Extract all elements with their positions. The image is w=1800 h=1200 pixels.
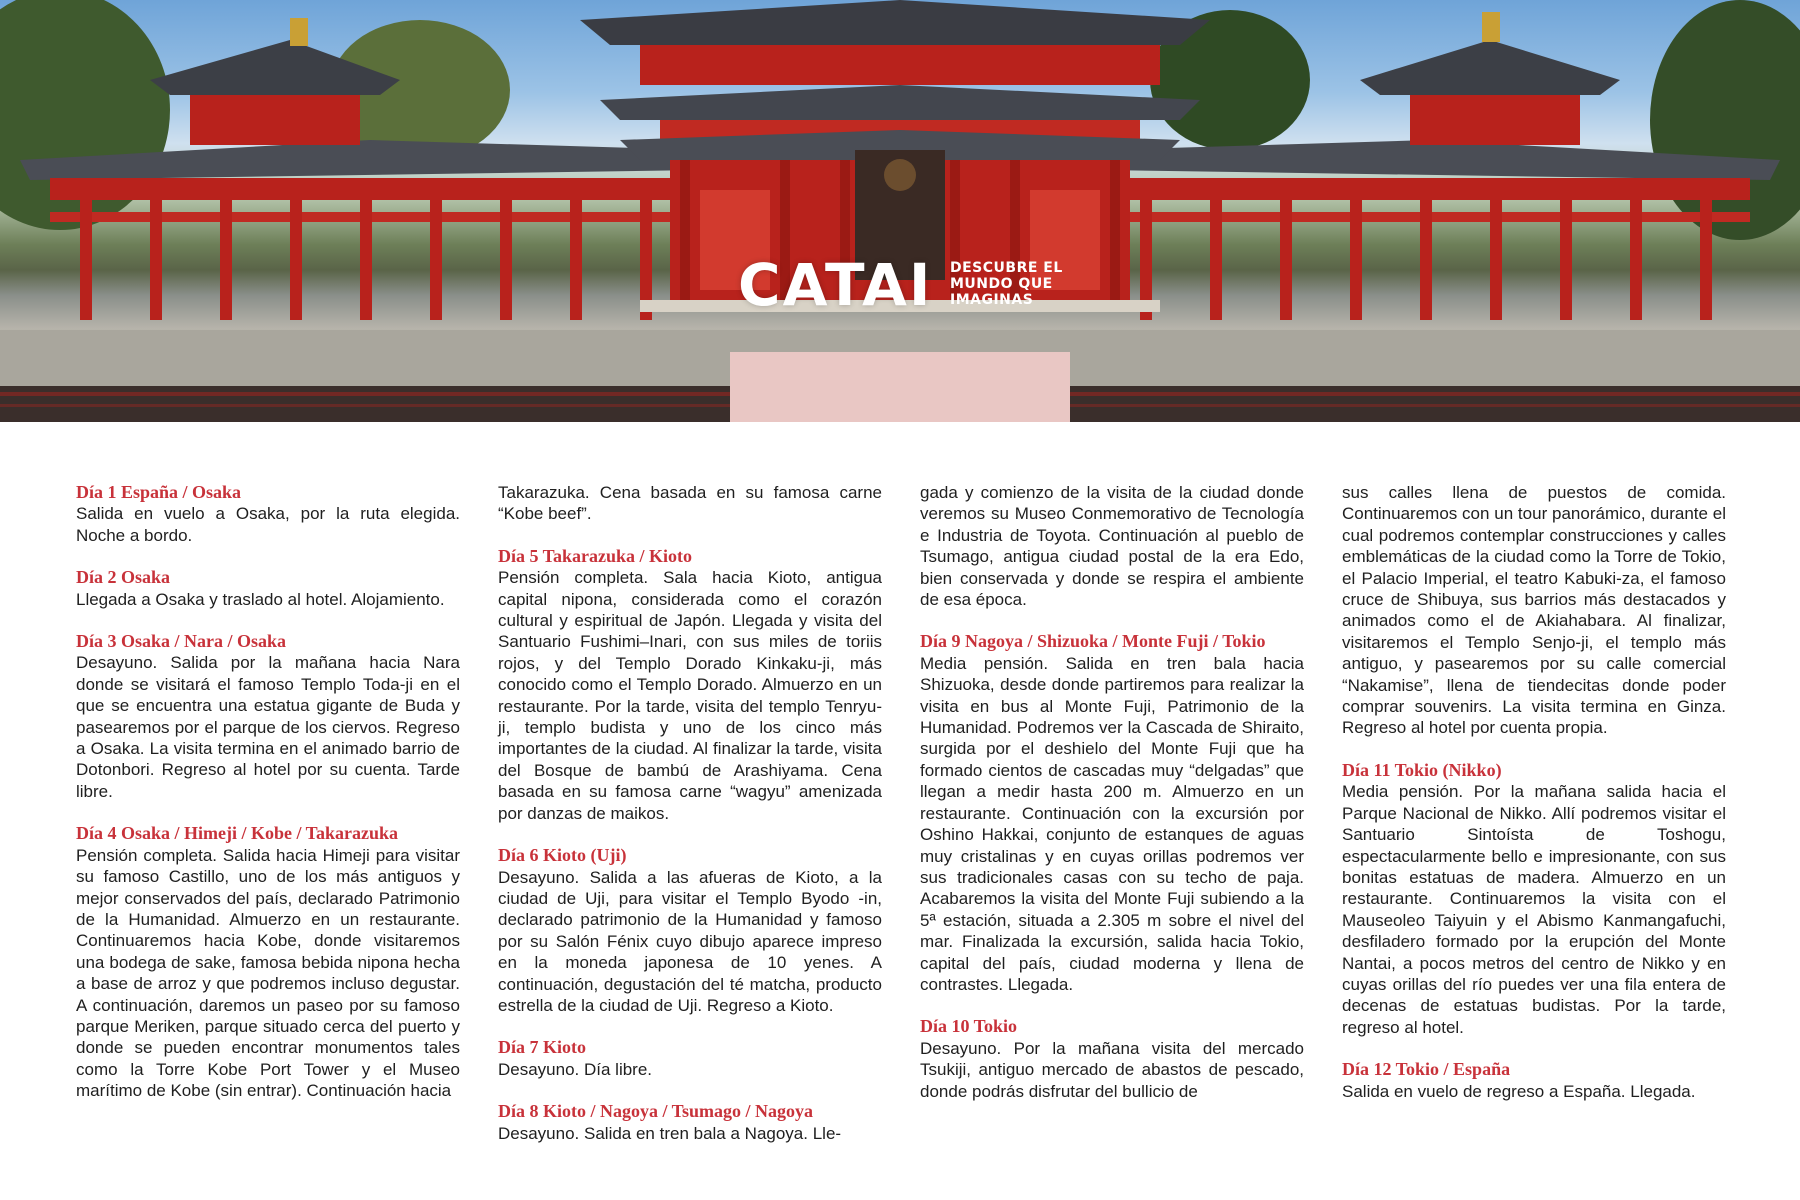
- decorative-pink-block: [730, 352, 1070, 422]
- day-title: Día 8 Kioto / Nagoya / Tsumago / Nagoya: [498, 1101, 814, 1122]
- day-title: Día 7 Kioto: [498, 1037, 586, 1058]
- day-description: Salida en vuelo de regreso a España. Llegada.: [1342, 1081, 1696, 1101]
- itinerary-columns: [76, 482, 1726, 1162]
- day-title: Día 9 Nagoya / Shizuoka / Monte Fuji / Tokio: [920, 631, 1266, 652]
- itinerary-day: [76, 567, 460, 610]
- itinerary-day: [498, 845, 882, 1016]
- logo-tagline: [950, 260, 1090, 308]
- day-description: Desayuno. Salida a las afueras de Kioto, a la ciudad de Uji, para visitar el Templo Byodo -in, declarado patrimonio de la Humanidad y famoso por su Salón Fénix cuyo dibujo aparece impreso en la moneda japonesa de 10 yenes. A continuación, degustación del té matcha, producto estrella de la ciudad de Uji. Regreso a Kioto.: [498, 867, 882, 1015]
- itinerary-day: [76, 823, 460, 1101]
- day-description: Desayuno. Salida por la mañana hacia Nara donde se visitará el famoso Templo Toda-ji en el que se encuentra una estatua gigante de Buda y pasearemos por el parque de los ciervos. Regreso a Osaka. La visita termina en el animado barrio de Dotonbori. Regreso al hotel por su cuenta. Tarde libre.: [76, 653, 460, 801]
- itinerary-day: [498, 1037, 882, 1080]
- day-description: Pensión completa. Sala hacia Kioto, antigua capital nipona, considerada como el corazón cultural y espiritual de Japón. Llegada y visita del Santuario Fushimi–Inari, con sus miles de toriis rojos, y del Templo Dorado Kinkaku-ji, más conocido como el Templo Dorado. Almuerzo en un restaurante. Por la tarde, visita del templo Tenryu-ji, templo budista y uno de los cinco más importantes de la ciudad. Al finalizar la tarde, visita del Bosque de bambú de Arashiyama. Cena basada en su famosa carne “wagyu” amenizada por danzas de maikos.: [498, 568, 882, 823]
- hero-photo: [0, 0, 1800, 422]
- day-title: Día 12 Tokio / España: [1342, 1059, 1511, 1080]
- day-description: Pensión completa. Salida hacia Himeji para visitar su famoso Castillo, uno de los más antiguos y mejor conservados del país, declarado Patrimonio de la Humanidad. Almuerzo en un restaurante. Continuaremos hacia Kobe, donde visitaremos una bodega de sake, famosa bebida nipona hecha a base de arroz y que podremos incluso degustar. A continuación, daremos un paseo por su famoso parque Meriken, parque situado cerca del puerto y donde se pueden encontrar monumentos tales como la Torre Kobe Port Tower y el Museo marítimo de Kobe (sin entrar). Continuación hacia: [76, 845, 460, 1101]
- itinerary-day: [920, 631, 1304, 995]
- itinerary-day: [1342, 1059, 1726, 1102]
- day-description: Takarazuka. Cena basada en su famosa carne “Kobe beef”.: [498, 483, 882, 524]
- day-description: sus calles llena de puestos de comida. Continuaremos con un tour panorámico, durante el cual podremos contemplar construcciones y calles emblemáticas de la ciudad como la Torre de Tokio, el Palacio Imperial, el teatro Kabuki-za, el famoso cruce de Shibuya, sus barrios más destacados y animados como el de Akiahabara. Al finalizar, visitaremos el Templo Senjo-ji, el templo más antiguo, y pasearemos por su calle comercial “Nakamise”, llena de tiendecitas donde poder comprar souvenirs. La visita termina en Ginza. Regreso al hotel por cuenta propia.: [1342, 483, 1726, 738]
- day-title: Día 3 Osaka / Nara / Osaka: [76, 631, 287, 652]
- itinerary-column-1: [76, 482, 460, 1102]
- tagline-line: DESCUBRE EL: [950, 260, 1063, 276]
- day-description: Salida en vuelo a Osaka, por la ruta elegida. Noche a bordo.: [76, 504, 460, 545]
- day-description: Llegada a Osaka y traslado al hotel. Alojamiento.: [76, 589, 445, 609]
- itinerary-day: [920, 1016, 1304, 1102]
- day-description: Desayuno. Por la mañana visita del mercado Tsukiji, antiguo mercado de abastos de pescado, donde podrás disfrutar del bullicio de: [920, 1038, 1304, 1101]
- day-title: Día 6 Kioto (Uji): [498, 845, 627, 866]
- itinerary-day: [76, 631, 460, 802]
- itinerary-column-3: [920, 482, 1304, 1102]
- itinerary-day-continued: [498, 482, 882, 525]
- itinerary-day-continued: [1342, 482, 1726, 739]
- day-description: Media pensión. Salida en tren bala hacia Shizuoka, desde donde partiremos para realizar la visita en bus al Monte Fuji, Patrimonio de la Humanidad. Podremos ver la Cascada de Shiraito, surgida por el deshielo del Monte Fuji que ha formado cientos de cascadas muy “delgadas” que llegan a medir hasta 200 m. Almuerzo en un restaurante. Continuación con la excursión por Oshino Hakkai, conjunto de estanques de aguas muy cristalinas y en cuyas orillas podremos ver sus tradicionales casas con su techo de paja. Acabaremos la visita del Monte Fuji subiendo a la 5ª estación, situada a 2.305 m sobre el nivel del mar. Finalizada la excursión, salida hacia Tokio, capital del país, ciudad moderna y llena de contrastes. Llegada.: [920, 653, 1304, 994]
- day-title: Día 2 Osaka: [76, 567, 171, 588]
- tagline-line: IMAGINAS: [950, 292, 1034, 308]
- day-title: Día 10 Tokio: [920, 1016, 1018, 1037]
- day-title: Día 4 Osaka / Himeji / Kobe / Takarazuka: [76, 823, 399, 844]
- day-title: Día 5 Takarazuka / Kioto: [498, 545, 693, 566]
- day-title: Día 1 España / Osaka: [76, 482, 242, 502]
- itinerary-day: [498, 546, 882, 824]
- tagline-line: MUNDO QUE: [950, 276, 1053, 292]
- day-description: Desayuno. Día libre.: [498, 1059, 653, 1079]
- itinerary-day-continued: [920, 482, 1304, 610]
- itinerary-column-2: [498, 482, 882, 1144]
- day-description: Media pensión. Por la mañana salida hacia el Parque Nacional de Nikko. Allí podremos visitar el Santuario Sintoísta de Toshogu, espectacularmente bello e impresionante, con sus bonitas estatuas de madera. Almuerzo en un restaurante. Continuaremos la visita con el Mauseoleo Taiyuin y el Abismo Kanmangafuchi, desfiladero formado por la erupción del Monte Nantai, a pocos metros del centro de Nikko y en cuyas orillas del río puedes ver una fila entera de decenas de estatuas budistas. Por la tarde, regreso al hotel.: [1342, 782, 1726, 1037]
- itinerary-column-4: [1342, 482, 1726, 1102]
- itinerary-day: [1342, 760, 1726, 1038]
- day-description: gada y comienzo de la visita de la ciudad donde veremos su Museo Conmemorativo de Tecnología e Industria de Toyota. Continuación al pueblo de Tsumago, antigua ciudad postal de la era Edo, bien conservada y donde se respira el ambiente de esa época.: [920, 483, 1304, 610]
- logo-wordmark: CATAI: [738, 251, 933, 319]
- day-title: Día 11 Tokio (Nikko): [1342, 759, 1502, 780]
- itinerary-day: [498, 1101, 882, 1144]
- itinerary-day: [76, 482, 460, 546]
- day-description: Desayuno. Salida en tren bala a Nagoya. Lle-: [498, 1123, 842, 1143]
